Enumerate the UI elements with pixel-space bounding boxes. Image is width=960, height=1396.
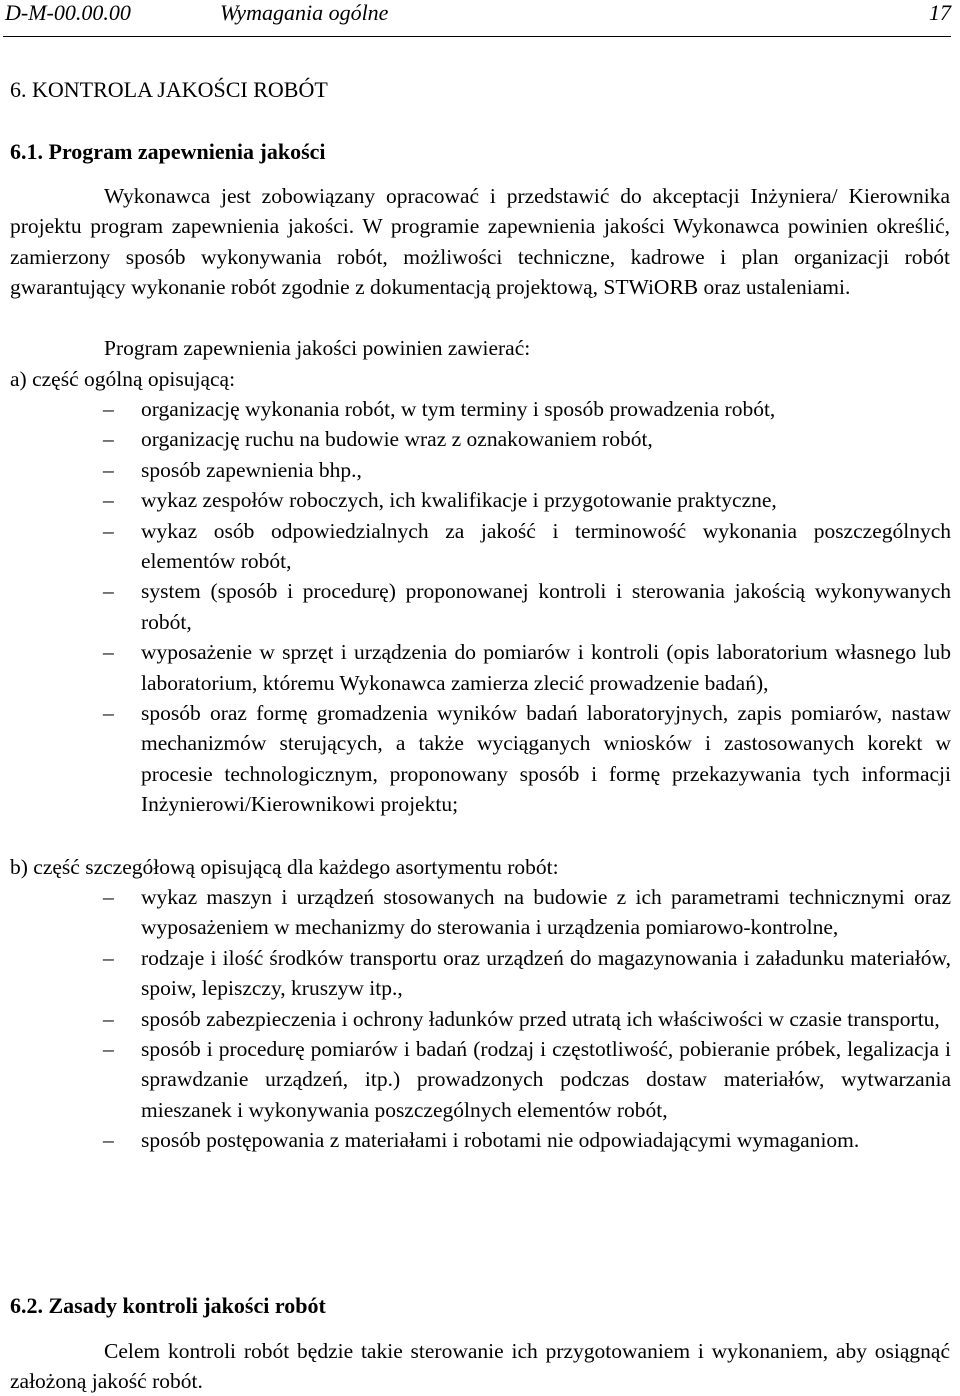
- part-a-label: a) część ogólną opisującą:: [10, 367, 236, 391]
- paragraph-text: Wykonawca jest zobowiązany opracować i przedstawić do akceptacji Inżyniera/ Kierownika projektu program zapewnienia jakości. W programie zapewnienia jakości Wykonawca powinien określić, zamierzony sposób wykonywania robót, możliwości techniczne, kadrowe i plan organizacji robót gwarantujący wykonanie robót zgodnie z dokumentacją projektową, STWiORB oraz ustaleniami.: [10, 184, 950, 299]
- list-part-a: [103, 394, 951, 820]
- dash-bullet: –: [103, 1037, 114, 1062]
- subsection-heading-6-2: 6.2. Zasady kontroli jakości robót: [10, 1293, 326, 1318]
- list-item: – sposób zapewnienia bhp.,: [103, 455, 951, 485]
- part-b-label: b) część szczegółową opisującą dla każdego asortymentu robót:: [10, 855, 559, 879]
- list-item: – sposób oraz formę gromadzenia wyników badań laboratoryjnych, zapis pomiarów, nastaw mechanizmów sterujących, a także wyciąganych wniosków i zastosowanych korekt w procesie technologicznym, proponowany sposób i formę przekazywania tych informacji Inżynierowi/Kierownikowi projektu;: [103, 698, 951, 820]
- list-item: – wykaz maszyn i urządzeń stosowanych na budowie z ich parametrami technicznymi oraz wyposażeniem w mechanizmy do sterowania i urządzenia pomiarowo-kontrolne,: [103, 882, 951, 943]
- list-item: – sposób i procedurę pomiarów i badań (rodzaj i częstotliwość, pobieranie próbek, legalizacja i sprawdzanie urządzeń, itp.) prowadzonych podczas dostaw materiałów, wytwarzania mieszanek i wykonywania poszczególnych elementów robót,: [103, 1034, 951, 1125]
- list-item: – wykaz zespołów roboczych, ich kwalifikacje i przygotowanie praktyczne,: [103, 485, 951, 515]
- document-title: Wymagania ogólne: [220, 0, 389, 25]
- page-number: 17: [929, 0, 951, 25]
- dash-bullet: –: [103, 518, 114, 543]
- dash-bullet: –: [103, 488, 114, 513]
- subsection-heading-6-1: 6.1. Program zapewnienia jakości: [10, 139, 326, 164]
- paragraph-program-contents: [10, 333, 950, 363]
- list-item: – organizację wykonania robót, w tym terminy i sposób prowadzenia robót,: [103, 394, 951, 424]
- dash-bullet: –: [103, 1006, 114, 1031]
- dash-bullet: –: [103, 701, 114, 726]
- list-item: – rodzaje i ilość środków transportu oraz urządzeń do magazynowania i załadunku materiałów, spoiw, lepiszczy, kruszyw itp.,: [103, 943, 951, 1004]
- dash-bullet: –: [103, 397, 114, 421]
- paragraph-text: Celem kontroli robót będzie takie sterowanie ich przygotowaniem i wykonaniem, aby osiągnąć założoną jakość robót.: [10, 1339, 950, 1393]
- list-item: – sposób zabezpieczenia i ochrony ładunków przed utratą ich właściwości w czasie transportu,: [103, 1004, 951, 1034]
- paragraph-quality-control: [10, 1336, 950, 1396]
- dash-bullet: –: [103, 945, 114, 970]
- dash-bullet: –: [103, 885, 114, 909]
- dash-bullet: –: [103, 457, 114, 482]
- dash-bullet: –: [103, 579, 114, 604]
- paragraph-program-intro: [10, 181, 950, 302]
- list-item: – wyposażenie w sprzęt i urządzenia do pomiarów i kontroli (opis laboratorium własnego lub laboratorium, któremu Wykonawca zamierza zlecić prowadzenie badań),: [103, 637, 951, 698]
- list-item: – sposób postępowania z materiałami i robotami nie odpowiadającymi wymaganiom.: [103, 1125, 951, 1155]
- list-item: – organizację ruchu na budowie wraz z oznakowaniem robót,: [103, 424, 951, 454]
- list-item: – system (sposób i procedurę) proponowanej kontroli i sterowania jakością wykonywanych robót,: [103, 576, 951, 637]
- dash-bullet: –: [103, 427, 114, 452]
- paragraph-text: Program zapewnienia jakości powinien zawierać:: [104, 336, 531, 360]
- dash-bullet: –: [103, 1128, 114, 1153]
- list-item: – wykaz osób odpowiedzialnych za jakość i terminowość wykonania poszczególnych elementów robót,: [103, 516, 951, 577]
- document-code: D-M-00.00.00: [5, 0, 131, 25]
- page-header: [3, 0, 951, 37]
- dash-bullet: –: [103, 640, 114, 665]
- section-heading: 6. KONTROLA JAKOŚCI ROBÓT: [10, 77, 328, 102]
- list-part-b: [103, 882, 951, 1156]
